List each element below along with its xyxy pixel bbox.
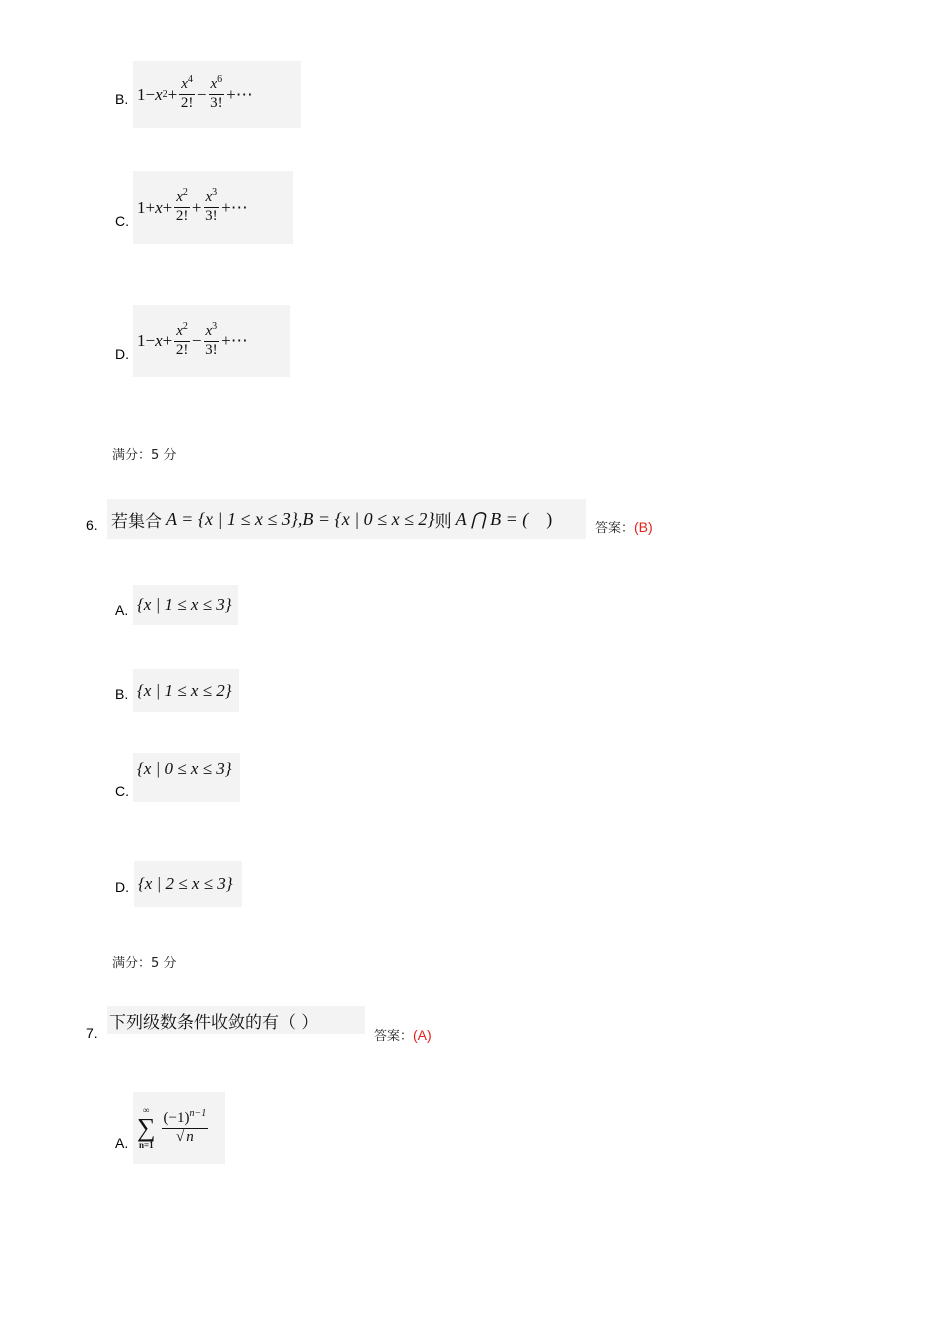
fraction: $\frac{x^6}{3!}$ xyxy=(210,74,223,111)
fraction: $\frac{x^4}{2!}$ xyxy=(180,74,194,111)
option-a-label: A. xyxy=(115,1135,129,1151)
option-b-formula: {x | 1 ≤ x ≤ 2} xyxy=(133,669,239,712)
summation-symbol: ∞ ∑ n=1 xyxy=(137,1105,156,1150)
option-d-formula: 1− x + $\frac{x^2}{2!}$ − $\frac{x^3}{3!}$ +⋯ xyxy=(133,305,290,377)
answer-value: (B) xyxy=(634,519,653,535)
score-text: 满分：5 分 xyxy=(112,956,177,971)
question-number: 7. xyxy=(86,1025,98,1041)
answer-value: (A) xyxy=(413,1027,432,1043)
option-b-formula: 1− x 2 + $\frac{x^4}{2!}$ − $\frac{x^6}{3!}$ +⋯ xyxy=(133,61,301,128)
option-c-label: C. xyxy=(115,213,129,229)
score-text: 满分：5 分 xyxy=(112,448,177,463)
option-c-formula: 1+ x + $\frac{x^2}{2!}$ + $\frac{x^3}{3!}$ +⋯ xyxy=(133,171,293,244)
option-a-label: A. xyxy=(115,602,129,618)
option-a-formula: {x | 1 ≤ x ≤ 3} xyxy=(133,585,238,625)
question-number: 6. xyxy=(86,517,98,533)
option-d-formula: {x | 2 ≤ x ≤ 3} xyxy=(134,861,242,907)
option-d-label: D. xyxy=(115,879,129,895)
fraction: $\frac{x^2}{2!}$ xyxy=(175,187,189,224)
fraction: $\frac{x^2}{2!}$ xyxy=(175,320,189,358)
fraction: $\frac{x^3}{3!}$ xyxy=(205,320,218,358)
option-a-formula xyxy=(133,1092,225,1164)
question-7-text: 下列级数条件收敛的有（ ） xyxy=(107,1006,365,1034)
question-6-text: 若集合 A = {x | 1 ≤ x ≤ 3}, B = {x | 0 ≤ x ≤ 2} 则 A ⋂ B = ( ) xyxy=(107,499,586,539)
option-b-label: B. xyxy=(115,686,129,702)
fraction: $\frac{(-1)^{n-1}}{√ n}$ xyxy=(163,1107,207,1145)
option-c-label: C. xyxy=(115,783,129,799)
option-b-label: B. xyxy=(115,91,129,107)
option-d-label: D. xyxy=(115,346,129,362)
answer: 答案：(B) xyxy=(595,519,653,536)
answer: 答案：(A) xyxy=(374,1027,432,1044)
option-c-formula: {x | 0 ≤ x ≤ 3} xyxy=(133,753,240,802)
fraction: $\frac{x^3}{3!}$ xyxy=(205,187,218,224)
